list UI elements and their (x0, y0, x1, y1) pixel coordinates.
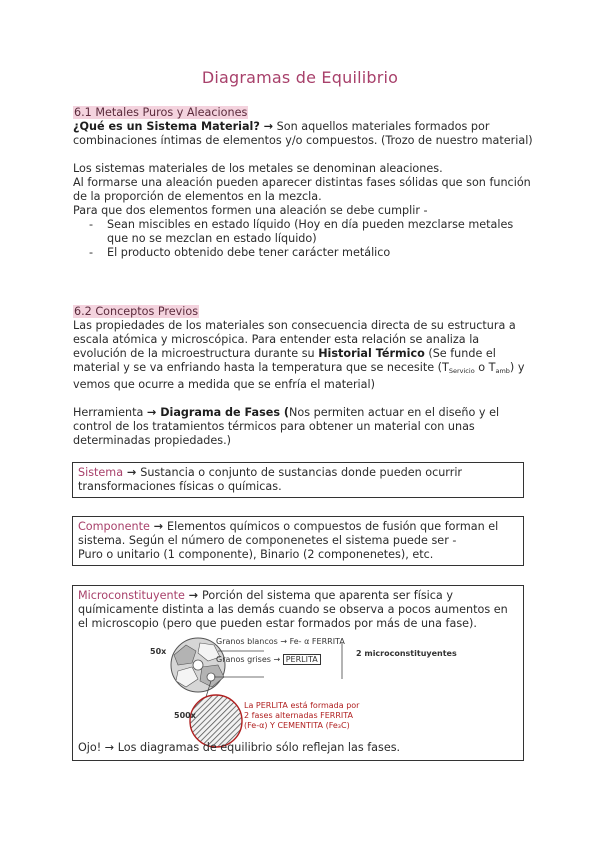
section-heading-6-2: 6.2 Conceptos Previos (74, 305, 199, 318)
page-title: Diagramas de Equilibrio (201, 68, 399, 87)
paragraph-fases: Al formarse una aleación pueden aparecer distintas fases sólidas que son función de la proporción de elementos en la mezcla. (73, 176, 531, 203)
definition-box-componente: Componente → Elementos químicos o compuestos de fusión que forman el sistema. Según el número de componenetes el sistema puede ser - Puro o unitario (1 componente), Binario (2 componenetes), etc. (72, 516, 524, 566)
note-perlita-line1: La PERLITA está formada por (244, 701, 360, 710)
magnification-500x: 500x (174, 711, 196, 720)
microstructure-diagram (78, 637, 518, 755)
pearlite-circle-500x (190, 695, 242, 747)
label-granos-blancos: Granos blancos → Fe- α FERRITA (216, 637, 345, 646)
label-granos-grises: Granos grises → PERLITA (216, 655, 321, 665)
paragraph-aleaciones: Los sistemas materiales de los metales se denominan aleaciones. (73, 162, 443, 175)
definition-box-microconstituyente: Microconstituyente → Porción del sistema que aparenta ser física y químicamente distinta a las demás cuando se observa a pocos aumentos en el microscopio (pero que pueden estar formados por más de una fase). 50x 500x Granos blancos → Fe- α FERRITA Granos grises → PERLITA 2 microconstituyentes La PERLITA está formada por 2 fases alternadas FERRITA (Fe-α) Y CEMENTITA (Fe₃C) Ojo! → Los diagramas de equilibrio sólo reflejan las fases. (72, 585, 524, 761)
magnification-50x: 50x (150, 647, 167, 656)
term-microconstituyente: Microconstituyente (78, 589, 185, 602)
section-conceptos-previos (73, 305, 535, 448)
sistema-material-question: ¿Qué es un Sistema Material? → Son aquellos materiales formados por combinaciones íntimas de elementos y/o compuestos. (Trozo de nuestro material) (73, 120, 533, 147)
ojo-note: Ojo! → Los diagramas de equilibrio sólo reflejan las fases. (78, 741, 401, 754)
paragraph-herramienta: Herramienta → Diagrama de Fases (Nos permiten actuar en el diseño y el control de los tratamientos térmicos para obtener un material con unas determinadas propiedades.) (73, 406, 500, 447)
section-heading-6-1: 6.1 Metales Puros y Aleaciones (74, 106, 248, 119)
conditions-list (73, 218, 535, 260)
paragraph-condiciones: Para que dos elementos formen una aleación se debe cumplir - (73, 204, 428, 217)
perlita-boxed-label: PERLITA (283, 654, 321, 665)
paragraph-propiedades: Las propiedades de los materiales son consecuencia directa de su estructura a escala atómica y microscópica. Para entender esta relación se analiza la evolución de la microestructura durante su Historial Térmico (Se funde el material y se va enfriando hasta la temperatura que se necesite ($T_{Servicio}$ o $T_{amb}$) y vemos que ocurre a medida que se enfría el material) (73, 319, 525, 391)
definition-box-sistema: Sistema → Sustancia o conjunto de sustancias donde pueden ocurrir transformaciones físicas o químicas. (72, 462, 524, 498)
list-item: - Sean miscibles en estado líquido (Hoy en día pueden mezclarse metales que no se mezclan en estado líquido) (107, 218, 535, 246)
term-componente: Componente (78, 520, 150, 533)
note-perlita-line3: (Fe-α) Y CEMENTITA (Fe₃C) (244, 721, 350, 730)
list-item: - El producto obtenido debe tener carácter metálico (107, 246, 535, 260)
section-metales-puros (73, 106, 535, 260)
note-perlita-line2: 2 fases alternadas FERRITA (244, 711, 354, 720)
label-2-microconstituyentes: 2 microconstituyentes (356, 649, 457, 658)
term-sistema: Sistema (78, 466, 124, 479)
componente-types: Puro o unitario (1 componente), Binario (2 componenetes), etc. (78, 548, 434, 561)
